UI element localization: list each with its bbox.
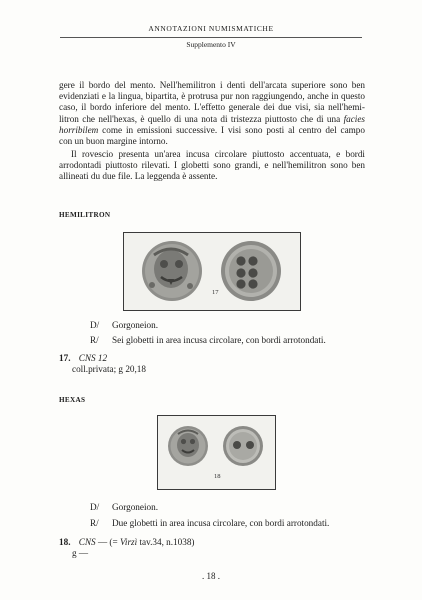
section-title-hexas: HEXAS [59, 396, 86, 404]
obverse-description [90, 502, 390, 514]
entry-reference: CNS [78, 537, 96, 547]
reverse-text: Due globetti in area incusa circolare, con bordi arrotondati. [112, 518, 330, 528]
reverse-text: Sei globetti in area incusa circolare, con bordi arrotondati. [112, 335, 326, 345]
text-segment: litron che nell'hexas, è quello di una nota di tristezza piuttosto che di una [59, 113, 341, 124]
body-paragraph-2 [59, 149, 365, 183]
coin-photo-hemilitron [124, 233, 300, 310]
reverse-description [90, 518, 390, 530]
entry-reference: CNS 12 [78, 353, 108, 363]
entry-reference-text: tav.34, n.1038) [137, 537, 195, 547]
reverse-coin [221, 241, 281, 301]
running-header-title: ANNOTAZIONI NUMISMATICHE [148, 24, 274, 33]
plate-number-17: 17 [212, 289, 219, 296]
text-line [59, 125, 365, 136]
text-line: caso, il bordo inferiore del mento. L'effetto generale dei due visi, sia nell'hemi- [59, 102, 365, 113]
section-title-hemilitron: HEMILITRON [59, 211, 111, 219]
italic-term: facies [343, 113, 365, 124]
text-segment: come in emissioni successive. I visi sono posti al centro del campo [98, 124, 365, 135]
reverse-key: R/ [90, 335, 99, 345]
obverse-key: D/ [90, 502, 100, 512]
reverse-description [90, 335, 390, 347]
catalog-entry-18 [59, 537, 194, 548]
obverse-text: Gorgoneion. [112, 320, 159, 330]
text-line [59, 114, 365, 125]
reverse-key: R/ [90, 518, 99, 528]
obverse-description [90, 320, 390, 332]
entry-detail-18: g — [72, 548, 89, 558]
entry-detail-17: coll.privata; g 20,18 [72, 364, 146, 374]
header-rule [60, 37, 362, 38]
text-line: Il rovescio presenta un'area incusa circolare piuttosto accentuata, e bordi [71, 149, 365, 159]
coin-plate-17 [123, 232, 301, 311]
text-line: gere il bordo del mento. Nell'hemilitron i denti dell'arcata superiore sono ben [59, 80, 365, 90]
running-header-subtitle: Supplemento IV [186, 40, 236, 49]
reverse-coin [223, 426, 263, 466]
text-line: allineati du due file. La leggenda è assente. [59, 171, 218, 182]
italic-term: horribilem [59, 124, 99, 135]
text-line: arrodontadi piuttosto rilevati. I globetti sono grandi, e nell'hemilitron sono ben [59, 160, 365, 171]
plate-number-18: 18 [214, 473, 221, 480]
entry-reference-text: — (= [95, 537, 120, 547]
obverse-text: Gorgoneion. [112, 502, 159, 512]
body-paragraph-1 [59, 80, 365, 147]
obverse-coin [168, 426, 208, 466]
text-line: con un buon margine intorno. [59, 136, 168, 147]
obverse-coin [142, 241, 202, 301]
entry-number: 17. [59, 353, 71, 363]
catalog-entry-17 [59, 353, 107, 364]
entry-number: 18. [59, 537, 71, 547]
text-line: evidenziati e la lingua, bipartita, è protrusa pur non raggiungendo, anche in questo [59, 91, 365, 102]
page-number: . 18 . [202, 571, 220, 581]
entry-reference-author: Virzì [119, 537, 138, 547]
obverse-key: D/ [90, 320, 100, 330]
